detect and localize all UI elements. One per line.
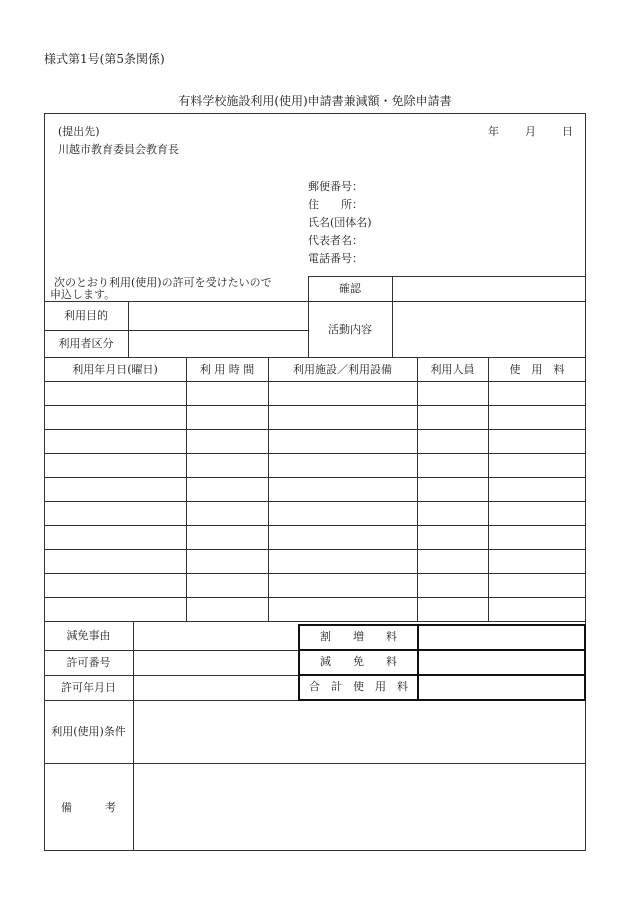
table-cell-date[interactable] xyxy=(45,478,186,501)
table-cell-fee[interactable] xyxy=(489,478,586,501)
permit-date-field[interactable] xyxy=(134,676,298,700)
table-cell-fee[interactable] xyxy=(489,526,586,549)
conditions-label: 利用(使用)条件 xyxy=(51,725,126,738)
table-cell-facility[interactable] xyxy=(269,430,417,453)
table-cell-date[interactable] xyxy=(45,574,186,597)
table-cell-fee[interactable] xyxy=(489,598,586,621)
user-category-label: 利用者区分 xyxy=(58,337,114,350)
table-cell-facility[interactable] xyxy=(269,406,417,429)
activity-field[interactable] xyxy=(393,302,585,357)
table-cell-date[interactable] xyxy=(45,598,186,621)
user-category-field[interactable] xyxy=(129,331,307,357)
table-cell-date[interactable] xyxy=(45,526,186,549)
table-cell-facility[interactable] xyxy=(269,454,417,477)
table-row xyxy=(44,381,586,405)
address-label: 住 所： xyxy=(308,198,363,211)
column-fee: 使 用 料 xyxy=(509,363,565,376)
table-cell-attendees[interactable] xyxy=(418,550,488,573)
table-row xyxy=(44,429,586,453)
table-row xyxy=(44,597,586,621)
table-row xyxy=(44,501,586,525)
phone-label: 電話番号： xyxy=(308,252,363,265)
table-cell-attendees[interactable] xyxy=(418,430,488,453)
table-row xyxy=(44,525,586,549)
table-cell-attendees[interactable] xyxy=(418,526,488,549)
surcharge-label: 割 増 料 xyxy=(320,630,397,643)
table-cell-fee[interactable] xyxy=(489,502,586,525)
submit-to-label: (提出先) xyxy=(58,125,100,138)
column-usage-time: 利 用 時 間 xyxy=(199,363,255,376)
remarks-field[interactable] xyxy=(134,764,585,850)
purpose-label: 利用目的 xyxy=(64,309,108,322)
column-usage-date: 利用年月日(曜日) xyxy=(72,363,158,376)
table-cell-time[interactable] xyxy=(187,550,268,573)
table-cell-date[interactable] xyxy=(45,382,186,405)
confirmation-field[interactable] xyxy=(392,277,585,301)
column-facility: 利用施設／利用設備 xyxy=(293,363,392,376)
table-cell-date[interactable] xyxy=(45,430,186,453)
reduction-fee-field[interactable] xyxy=(417,649,586,676)
table-cell-attendees[interactable] xyxy=(418,478,488,501)
table-cell-date[interactable] xyxy=(45,550,186,573)
permit-date-label: 許可年月日 xyxy=(61,681,116,694)
table-cell-time[interactable] xyxy=(187,406,268,429)
table-cell-date[interactable] xyxy=(45,406,186,429)
table-cell-fee[interactable] xyxy=(489,382,586,405)
permit-number-label: 許可番号 xyxy=(66,656,111,669)
table-cell-fee[interactable] xyxy=(489,574,586,597)
request-text-line1: 次のとおり利用(使用)の許可を受けたいので xyxy=(54,276,272,289)
table-cell-fee[interactable] xyxy=(489,454,586,477)
remarks-label: 備 考 xyxy=(61,801,116,814)
table-cell-attendees[interactable] xyxy=(418,598,488,621)
table-cell-time[interactable] xyxy=(187,502,268,525)
table-cell-facility[interactable] xyxy=(269,382,417,405)
table-row xyxy=(44,405,586,429)
table-cell-time[interactable] xyxy=(187,526,268,549)
postal-code-label: 郵便番号： xyxy=(308,180,363,193)
table-cell-time[interactable] xyxy=(187,430,268,453)
table-cell-facility[interactable] xyxy=(269,574,417,597)
column-attendees: 利用人員 xyxy=(430,363,475,376)
permit-number-field[interactable] xyxy=(134,651,298,675)
table-cell-facility[interactable] xyxy=(269,526,417,549)
activity-label: 活動内容 xyxy=(328,323,372,336)
representative-label: 代表者名： xyxy=(308,234,363,247)
total-fee-field[interactable] xyxy=(417,674,586,701)
date-month-label: 月 xyxy=(525,125,536,138)
recipient: 川越市教育委員会教育長 xyxy=(58,143,179,156)
table-cell-facility[interactable] xyxy=(269,502,417,525)
table-cell-time[interactable] xyxy=(187,454,268,477)
table-cell-time[interactable] xyxy=(187,478,268,501)
request-text-line2: 申込します。 xyxy=(50,288,116,301)
table-cell-attendees[interactable] xyxy=(418,406,488,429)
table-cell-attendees[interactable] xyxy=(418,574,488,597)
form-number: 様式第1号(第5条関係) xyxy=(44,52,165,66)
table-cell-attendees[interactable] xyxy=(418,502,488,525)
surcharge-field[interactable] xyxy=(417,624,586,651)
table-row xyxy=(44,573,586,597)
date-year-label: 年 xyxy=(488,125,499,138)
confirmation-label: 確認 xyxy=(339,282,361,295)
table-cell-facility[interactable] xyxy=(269,478,417,501)
table-cell-fee[interactable] xyxy=(489,430,586,453)
table-row xyxy=(44,453,586,477)
date-day-label: 日 xyxy=(562,125,573,138)
table-cell-date[interactable] xyxy=(45,454,186,477)
table-cell-fee[interactable] xyxy=(489,550,586,573)
table-cell-attendees[interactable] xyxy=(418,454,488,477)
table-cell-time[interactable] xyxy=(187,598,268,621)
table-row xyxy=(44,477,586,501)
reduction-reason-label: 減免事由 xyxy=(66,629,111,642)
reduction-reason-field[interactable] xyxy=(134,622,298,650)
table-cell-fee[interactable] xyxy=(489,406,586,429)
table-cell-time[interactable] xyxy=(187,382,268,405)
name-label: 氏名(団体名) xyxy=(308,216,372,229)
table-cell-date[interactable] xyxy=(45,502,186,525)
conditions-field[interactable] xyxy=(134,701,585,763)
table-row xyxy=(44,549,586,573)
total-fee-label: 合 計 使 用 料 xyxy=(309,680,408,693)
purpose-field[interactable] xyxy=(129,302,307,330)
reduction-fee-label: 減 免 料 xyxy=(320,655,397,668)
form-title: 有料学校施設利用(使用)申請書兼減額・免除申請書 xyxy=(178,94,452,108)
table-cell-attendees[interactable] xyxy=(418,382,488,405)
table-cell-facility[interactable] xyxy=(269,598,417,621)
table-cell-time[interactable] xyxy=(187,574,268,597)
table-cell-facility[interactable] xyxy=(269,550,417,573)
